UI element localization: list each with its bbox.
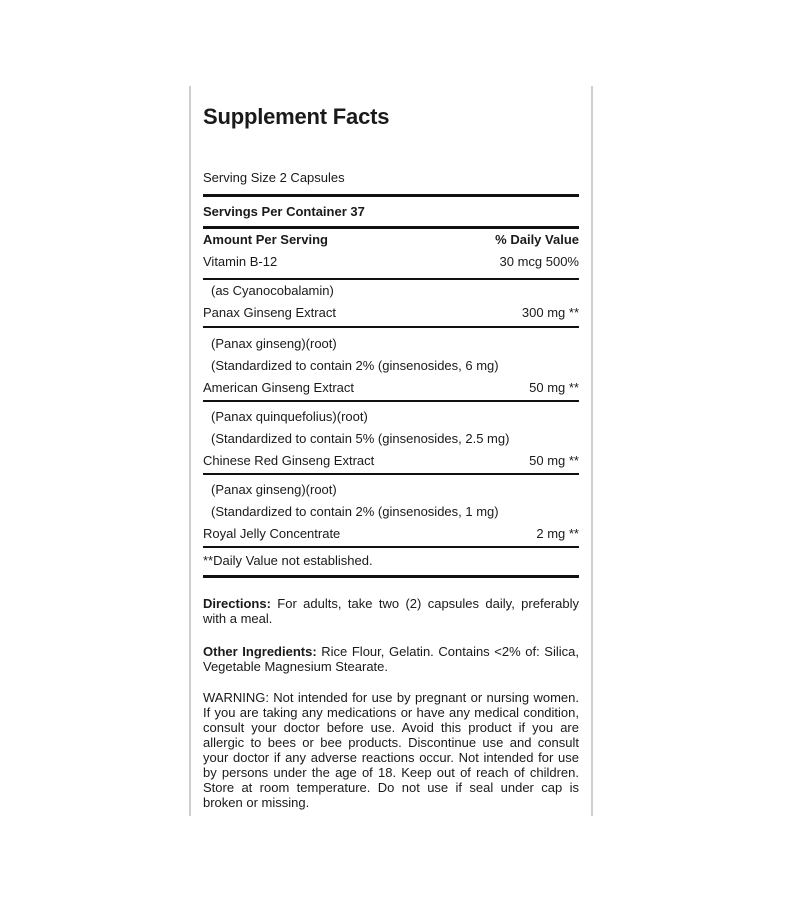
divider [203, 473, 579, 475]
ingredient-amount: 2 mg ** [536, 526, 579, 541]
ingredient-row [203, 251, 579, 273]
warning-text: WARNING: Not intended for use by pregnant or nursing women. If you are taking any medications or have any medical condition, consult your doctor before use. Avoid this product if you are allergic to bees or bee products. Discontinue use and consult your doctor if any adverse reactions occur. Not intended for use by persons under the age of 18. Keep out of reach of children. Store at room temperature. Do not use if seal under cap is broken or missing. [203, 690, 579, 810]
directions-label: Directions: [203, 596, 271, 611]
ingredient-name: Vitamin B-12 [203, 254, 278, 269]
divider [203, 326, 579, 328]
divider [203, 546, 579, 548]
ingredient-note: (as Cyanocobalamin) [211, 283, 334, 298]
serving-size-text: Serving Size 2 Capsules [203, 170, 345, 185]
ingredient-row [203, 377, 579, 399]
ingredient-name: American Ginseng Extract [203, 380, 355, 395]
column-header [203, 229, 579, 251]
ingredient-name: Royal Jelly Concentrate [203, 526, 341, 541]
ingredient-amount: 50 mg ** [529, 380, 579, 395]
directions [203, 596, 579, 626]
directions-text: For adults, take two (2) capsules daily, preferably with a meal. [203, 596, 579, 626]
ingredient-amount: 30 mcg 500% [499, 254, 579, 269]
divider [203, 400, 579, 402]
daily-value-header: % Daily Value [495, 232, 579, 247]
divider [203, 194, 579, 197]
ingredient-note: (Panax quinquefolius)(root) [211, 409, 368, 424]
other-ingredients-label: Other Ingredients: [203, 644, 317, 659]
other-ingredients-text: Rice Flour, Gelatin. Contains <2% of: Silica, Vegetable Magnesium Stearate. [203, 644, 579, 674]
servings-per-container-text: Servings Per Container 37 [203, 204, 365, 219]
ingredient-amount: 300 mg ** [521, 305, 579, 320]
ingredient-name: Chinese Red Ginseng Extract [203, 453, 375, 468]
amount-header: Amount Per Serving [203, 232, 328, 247]
supplement-facts-panel [189, 86, 593, 816]
footnote: **Daily Value not established. [203, 553, 373, 568]
ingredient-note: (Standardized to contain 2% (ginsenosides, 6 mg) [211, 358, 499, 373]
ingredient-note: (Panax ginseng)(root) [211, 336, 337, 351]
servings-per-container [203, 201, 579, 223]
divider [203, 575, 579, 578]
serving-size [203, 168, 579, 188]
ingredient-note: (Standardized to contain 2% (ginsenosides, 1 mg) [211, 504, 499, 519]
ingredient-name: Panax Ginseng Extract [203, 305, 336, 320]
panel-title: Supplement Facts [203, 104, 390, 129]
ingredient-row [203, 450, 579, 472]
ingredient-amount: 50 mg ** [529, 453, 579, 468]
ingredient-note: (Panax ginseng)(root) [211, 482, 337, 497]
other-ingredients [203, 644, 579, 674]
ingredient-row [203, 523, 579, 545]
ingredient-row [203, 302, 579, 324]
ingredient-note: (Standardized to contain 5% (ginsenosides, 2.5 mg) [211, 431, 510, 446]
